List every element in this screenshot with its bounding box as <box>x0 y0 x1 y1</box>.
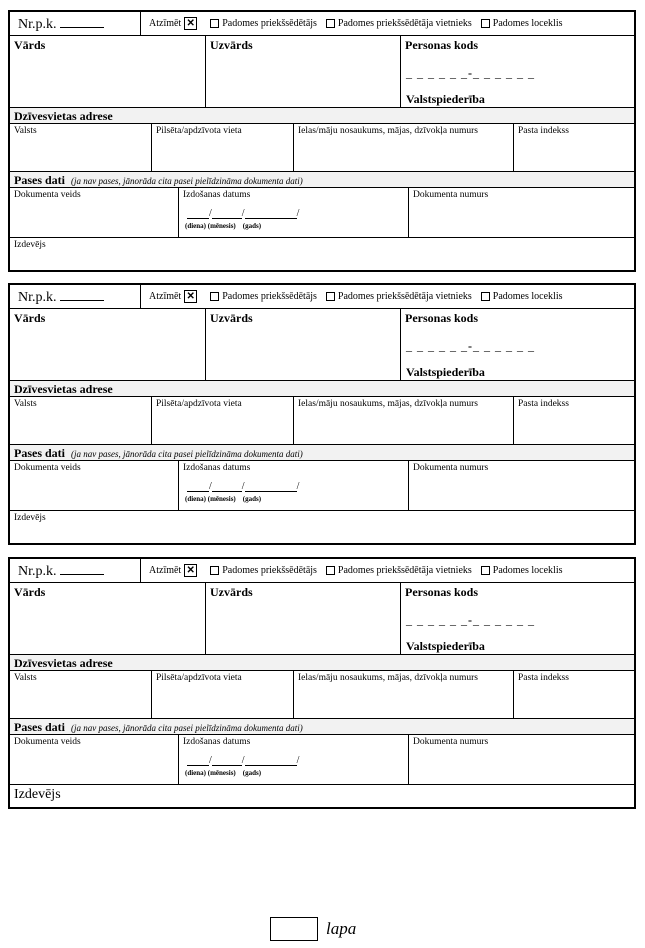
nr-label: Nr.p.k. <box>18 564 57 579</box>
personal-code-field[interactable]: Personas kods <box>400 309 634 380</box>
doc-type-field[interactable]: Dokumenta veids <box>14 190 81 200</box>
person-form-3 <box>8 557 636 809</box>
checked-box-icon[interactable]: ✕ <box>184 17 197 30</box>
document-row <box>10 188 634 238</box>
country-field[interactable]: Valsts <box>14 673 37 683</box>
page-label: lapa <box>326 919 357 938</box>
member-label: Padomes loceklis <box>492 291 563 302</box>
chairman-label: Padomes priekšsēdētājs <box>222 565 317 576</box>
chairman-label: Padomes priekšsēdētājs <box>222 291 317 302</box>
role-marks <box>140 559 634 582</box>
chairman-checkbox[interactable] <box>210 292 219 301</box>
address-row <box>10 124 634 172</box>
issuer-field[interactable]: Izdevējs <box>14 787 61 802</box>
postal-field[interactable]: Pasta indekss <box>513 671 634 718</box>
doc-number-field[interactable]: Dokumenta numurs <box>408 735 634 784</box>
form-header <box>10 559 634 583</box>
chairman-checkbox[interactable] <box>210 19 219 28</box>
page-number-box[interactable] <box>270 917 318 941</box>
doc-number-field[interactable]: Dokumenta numurs <box>408 188 634 237</box>
address-title: Dzīvesvietas adrese <box>10 655 634 671</box>
vice-chairman-label: Padomes priekšsēdētāja vietnieks <box>337 18 472 29</box>
doc-number-field[interactable]: Dokumenta numurs <box>408 461 634 510</box>
passport-title: Pases dati (ja nav pases, jānorāda cita pasei pielīdzināma dokumenta dati) <box>10 172 634 188</box>
nr-input[interactable] <box>60 288 104 301</box>
last-name-field[interactable]: Uzvārds <box>205 309 400 380</box>
issue-date-field[interactable]: Izdošanas datums / / / (diena) (mēnesis) (gads) <box>178 735 408 784</box>
member-label: Padomes loceklis <box>492 565 563 576</box>
mark-label: Atzīmēt <box>149 291 182 302</box>
role-marks <box>140 285 634 308</box>
postal-field[interactable]: Pasta indekss <box>513 124 634 171</box>
address-row <box>10 397 634 445</box>
date-blanks: / / / <box>187 753 299 766</box>
issuer-field[interactable]: Izdevējs <box>14 513 46 523</box>
vice-chairman-checkbox[interactable] <box>326 19 335 28</box>
doc-type-field[interactable]: Dokumenta veids <box>14 737 81 747</box>
city-field[interactable]: Pilsēta/apdzīvota vieta <box>151 397 293 444</box>
date-blanks: / / / <box>187 206 299 219</box>
last-name-field[interactable]: Uzvārds <box>205 583 400 654</box>
vice-chairman-label: Padomes priekšsēdētāja vietnieks <box>337 291 472 302</box>
city-field[interactable]: Pilsēta/apdzīvota vieta <box>151 124 293 171</box>
member-label: Padomes loceklis <box>492 18 563 29</box>
personal-code-blanks[interactable]: _ _ _ _ _ _-_ _ _ _ _ _ <box>406 339 535 353</box>
mark-label: Atzīmēt <box>149 565 182 576</box>
vice-chairman-checkbox[interactable] <box>326 566 335 575</box>
checked-box-icon[interactable]: ✕ <box>184 564 197 577</box>
issue-date-field[interactable]: Izdošanas datums / / / (diena) (mēnesis) (gads) <box>178 461 408 510</box>
citizenship-label: Valstspiederība <box>406 639 485 653</box>
chairman-checkbox[interactable] <box>210 566 219 575</box>
document-row <box>10 735 634 785</box>
postal-field[interactable]: Pasta indekss <box>513 397 634 444</box>
passport-title: Pases dati (ja nav pases, jānorāda cita pasei pielīdzināma dokumenta dati) <box>10 445 634 461</box>
first-name-field[interactable]: Vārds <box>14 585 46 599</box>
name-row <box>10 309 634 381</box>
form-header <box>10 12 634 36</box>
name-row <box>10 583 634 655</box>
role-marks <box>140 12 634 35</box>
personal-code-field[interactable]: Personas kods <box>400 36 634 107</box>
first-name-field[interactable]: Vārds <box>14 38 46 52</box>
city-field[interactable]: Pilsēta/apdzīvota vieta <box>151 671 293 718</box>
street-field[interactable]: Ielas/māju nosaukums, mājas, dzīvokļa numurs <box>293 124 513 171</box>
date-blanks: / / / <box>187 479 299 492</box>
person-form-1 <box>8 10 636 272</box>
street-field[interactable]: Ielas/māju nosaukums, mājas, dzīvokļa numurs <box>293 397 513 444</box>
personal-code-field[interactable]: Personas kods <box>400 583 634 654</box>
issuer-field[interactable]: Izdevējs <box>14 240 46 250</box>
vice-chairman-label: Padomes priekšsēdētāja vietnieks <box>337 565 472 576</box>
personal-code-blanks[interactable]: _ _ _ _ _ _-_ _ _ _ _ _ <box>406 66 535 80</box>
nr-label: Nr.p.k. <box>18 17 57 32</box>
checked-box-icon[interactable]: ✕ <box>184 290 197 303</box>
citizenship-label: Valstspiederība <box>406 92 485 106</box>
member-checkbox[interactable] <box>481 566 490 575</box>
vice-chairman-checkbox[interactable] <box>326 292 335 301</box>
nr-input[interactable] <box>60 15 104 28</box>
issue-date-field[interactable]: Izdošanas datums / / / (diena) (mēnesis) (gads) <box>178 188 408 237</box>
member-checkbox[interactable] <box>481 19 490 28</box>
nr-input[interactable] <box>60 562 104 575</box>
first-name-field[interactable]: Vārds <box>14 311 46 325</box>
street-field[interactable]: Ielas/māju nosaukums, mājas, dzīvokļa numurs <box>293 671 513 718</box>
member-checkbox[interactable] <box>481 292 490 301</box>
country-field[interactable]: Valsts <box>14 399 37 409</box>
mark-label: Atzīmēt <box>149 18 182 29</box>
address-title: Dzīvesvietas adrese <box>10 108 634 124</box>
name-row <box>10 36 634 108</box>
last-name-field[interactable]: Uzvārds <box>205 36 400 107</box>
nr-label: Nr.p.k. <box>18 290 57 305</box>
citizenship-label: Valstspiederība <box>406 365 485 379</box>
document-row <box>10 461 634 511</box>
country-field[interactable]: Valsts <box>14 126 37 136</box>
passport-title: Pases dati (ja nav pases, jānorāda cita pasei pielīdzināma dokumenta dati) <box>10 719 634 735</box>
personal-code-blanks[interactable]: _ _ _ _ _ _-_ _ _ _ _ _ <box>406 613 535 627</box>
address-title: Dzīvesvietas adrese <box>10 381 634 397</box>
address-row <box>10 671 634 719</box>
chairman-label: Padomes priekšsēdētājs <box>222 18 317 29</box>
person-form-2 <box>8 283 636 545</box>
doc-type-field[interactable]: Dokumenta veids <box>14 463 81 473</box>
form-header <box>10 285 634 309</box>
